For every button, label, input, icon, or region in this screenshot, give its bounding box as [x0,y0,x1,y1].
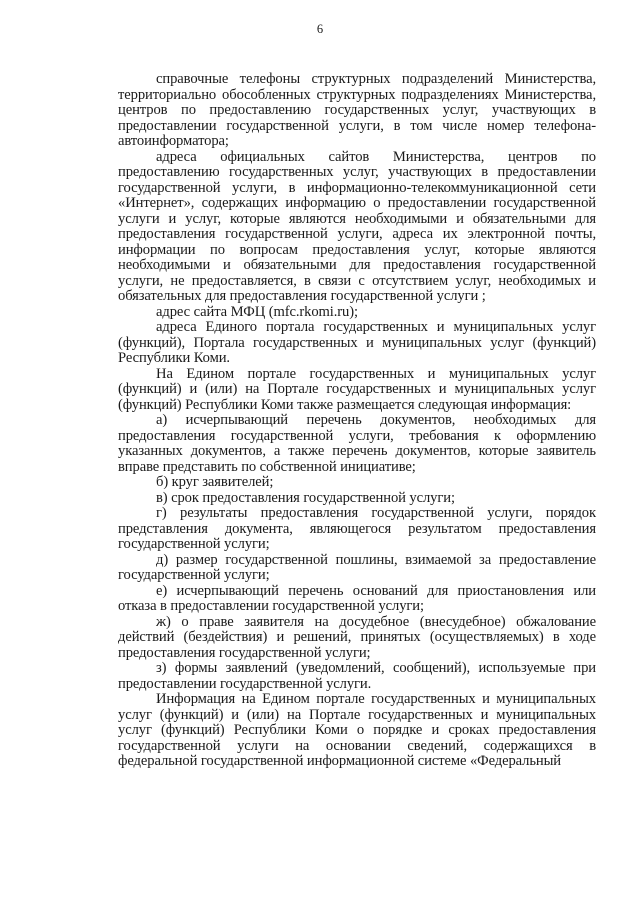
paragraph-portal-addresses: адреса Единого портала государственных и муниципальных услуг (функций), Портала государственных и муниципальных услуг (функций) Республики Коми. [118,319,596,366]
list-item-a: а) исчерпывающий перечень документов, необходимых для предоставления государственной услуги, требования к оформлению указанных документов, а также перечень документов, которые заявитель вправе представить по собственной инициативе; [118,412,596,475]
list-item-v: в) срок предоставления государственной услуги; [156,489,455,506]
list-item-b: б) круг заявителей; [156,474,274,490]
paragraph-official-sites: адреса официальных сайтов Министерства, центров по предоставлению государственных услуг, участвующих в предоставлении государственной услуги, в информационно-телекоммуникационной сети «Интернет», содержащих информацию о предоставлении государственной услуги и услуг, которые являются необходимыми и обязательными для предоставления государственной услуги, адреса их электронной почты, информации по вопросам предоставления услуг, которые являются необходимыми и обязательными для предоставления государственной услуги, не предоставляется, в связи с отсутствием услуг, необходимых и обязательных для предоставления государственной услуги ; [118,148,596,304]
list-item-zh: ж) о праве заявителя на досудебное (внесудебное) обжалование действий (бездействия) и решений, принятых (осуществляемых) в ходе предоставления государственной услуги; [118,613,596,661]
document-body [118,72,596,770]
paragraph-contact-phones: справочные телефоны структурных подразделений Министерства, территориально обособленных структурных подразделениях Министерства, центров по предоставлению государственных услуг, участвующих в предоставлении государственной услуги, в том числе номер телефона-автоинформатора; [118,71,596,149]
list-item-z: з) формы заявлений (уведомлений, сообщений), используемые при предоставлении государственной услуги. [118,660,596,692]
paragraph-portal-info-terms: Информация на Едином портале государственных и муниципальных услуг (функций) и (или) на Портале государственных и муниципальных услуг (функций) Республики Коми о порядке и сроках предоставления государственной услуги на основании сведений, содержащихся в федеральной государственной информационной системе «Федеральный [118,691,596,769]
list-item-e: е) исчерпывающий перечень оснований для приостановления или отказа в предоставлении государственной услуги; [118,582,596,614]
list-item-g: г) результаты предоставления государственной услуги, порядок представления документа, являющегося результатом предоставления государственной услуги; [118,505,596,552]
page-number: 6 [316,22,324,36]
list-item-d: д) размер государственной пошлины, взимаемой за предоставление государственной услуги; [118,551,596,583]
paragraph-mfc-site: адрес сайта МФЦ (mfc.rkomi.ru); [156,303,358,320]
paragraph-portal-info-intro: На Едином портале государственных и муниципальных услуг (функций) и (или) на Портале государственных и муниципальных услуг (функций) Республики Коми также размещается следующая информация: [118,365,596,413]
